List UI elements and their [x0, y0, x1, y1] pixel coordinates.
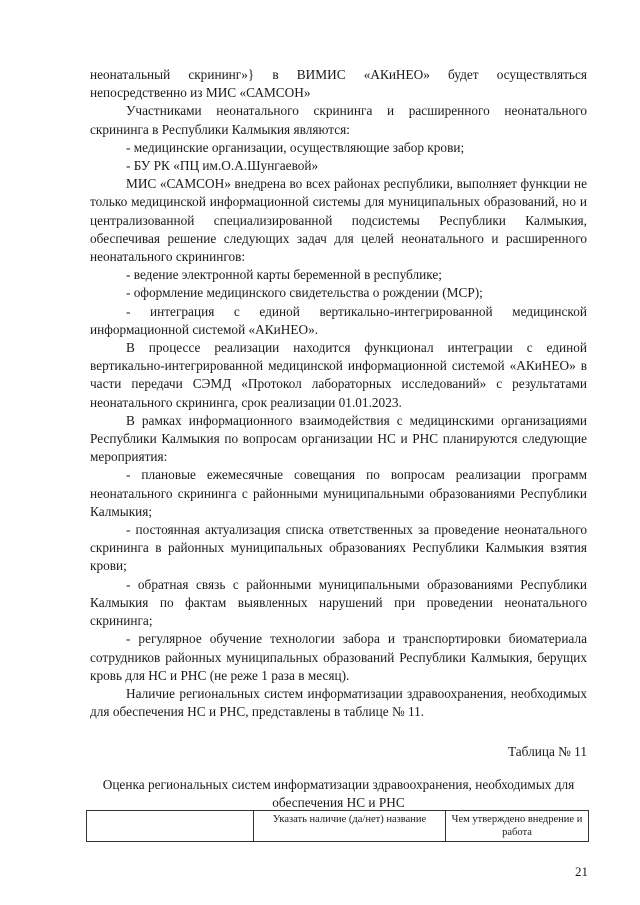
table-label: Таблица № 11: [507, 744, 587, 760]
paragraph-4: МИС «САМСОН» внедрена во всех районах республики, выполняет функции не только медицинской информационной системы для муниципальных образований, но и централизованной специализированной подсистемы Республики Калмыкия, обеспечивая решение следующих задач для целей неонатального и расширенного неонатального скринингов:: [90, 176, 587, 265]
table-header-cell-2: Указать наличие (да/нет) название: [254, 811, 446, 842]
table-header-row: [87, 811, 589, 842]
paragraph-1: Участниками неонатального скрининга и расширенного неонатального скрининга в Республики Калмыкия являются:: [90, 103, 587, 137]
list-item-integration: - интеграция с единой вертикально-интегрированной медицинской информационной системой «АКиНЕО».: [90, 303, 587, 337]
paragraph-8: В процессе реализации находится функционал интеграции с единой вертикально-интегрированной медицинской информационной системой «АКиНЕО» в части передачи СЭМД «Протокол лабораторных исследований» с результатами неонатального скрининга, срок реализации 01.01.2023.: [90, 340, 587, 410]
list-item-electronic-card: - ведение электронной карты беременной в республике;: [126, 267, 442, 283]
table-header-cell-1: [87, 811, 254, 842]
table-title: Оценка региональных систем информатизации здравоохранения, необходимых для обеспечения НС и РНС: [102, 776, 575, 811]
list-item-responsible-list: - постоянная актуализация списка ответственных за проведение неонатального скрининга в районных муниципальных образованиях Республики Калмыкия взятия крови;: [90, 522, 587, 574]
table-header-cell-3: Чем утверждено внедрение и работа: [446, 811, 589, 842]
paragraph-0: неонатальный скрининг»} в ВИМИС «АКиНЕО» будет осуществляться непосредственно из МИС «САМСОН»: [90, 67, 587, 101]
list-item-training: - регулярное обучение технологии забора и транспортировки биоматериала сотрудников районных муниципальных образований Республики Калмыкия, берущих кровь для НС и РНС (не реже 1 раза в месяц).: [90, 631, 587, 683]
list-item-blood-sampling: - медицинские организации, осуществляющие забор крови;: [126, 139, 465, 155]
paragraph-9: В рамках информационного взаимодействия с медицинскими организациями Республики Калмыкия по вопросам организации НС и РНС планируются следующие мероприятия:: [90, 412, 587, 465]
list-item-feedback: - обратная связь с районными муниципальными образованиями Республики Калмыкия по фактам выявленных нарушений при проведении неонатального скрининга;: [90, 576, 587, 629]
list-item-birth-certificate: - оформление медицинского свидетельства о рождении (МСР);: [126, 285, 483, 301]
page-number: 21: [575, 864, 588, 879]
list-item-meetings: - плановые ежемесячные совещания по вопросам реализации программ неонатального скрининга с районными муниципальными образованиями Республики Калмыкия;: [90, 467, 587, 519]
list-item-perinatal-center: - БУ РК «ПЦ им.О.А.Шунгаевой»: [126, 158, 319, 174]
paragraph-14: Наличие региональных систем информатизации здравоохранения, необходимых для обеспечения НС и РНС, представлены в таблице № 11.: [90, 685, 587, 720]
document-body: [90, 66, 587, 813]
systems-table: [86, 810, 589, 842]
